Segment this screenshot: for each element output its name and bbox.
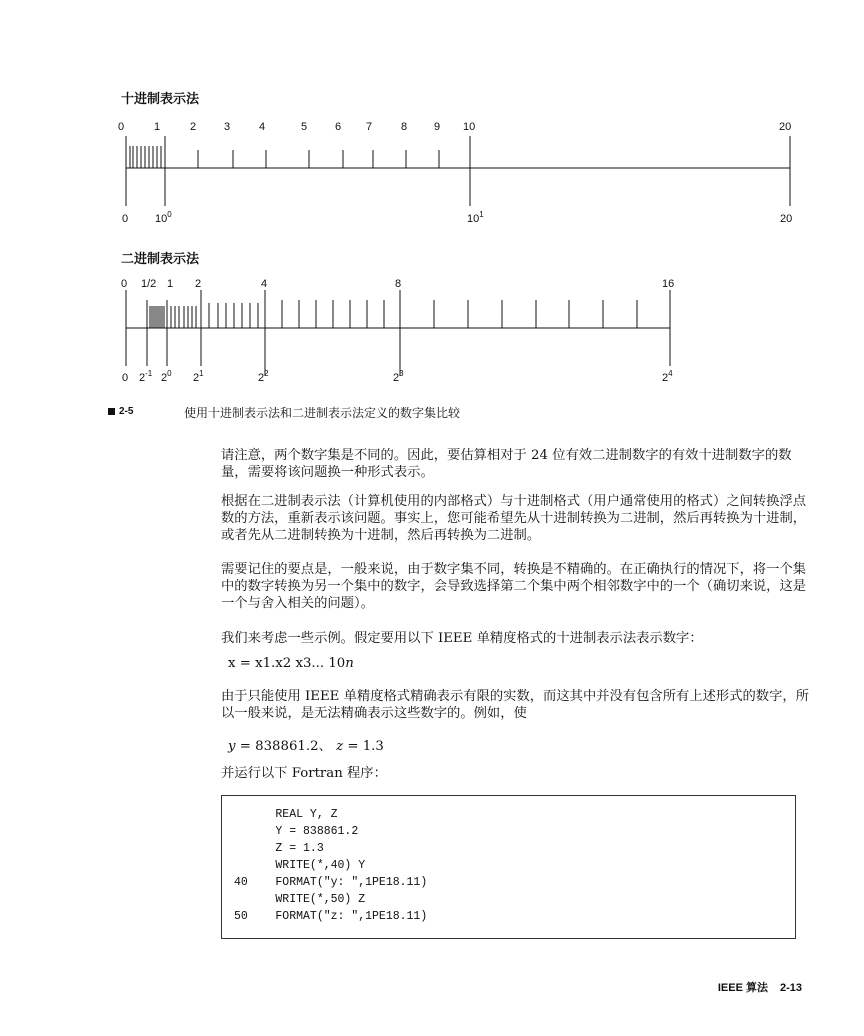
- binary-top-label: 1/2: [141, 278, 157, 290]
- code-line: WRITE(*,50) Z: [234, 893, 366, 906]
- paragraph: 根据在二进制表示法（计算机使用的内部格式）与十进制格式（用户通常使用的格式）之间转换浮点数的方法，重新表示该问题。事实上，您可能希望先从十进制转换为二进制，然后再转换为十进制，或者先从二进制转换为十进制，然后再转换为二进制。: [221, 494, 807, 543]
- decimal-top-label: 2: [190, 121, 197, 133]
- decimal-bottom-label: 0: [122, 213, 129, 225]
- code-listing: [221, 795, 796, 939]
- decimal-top-label: 4: [259, 121, 266, 133]
- decimal-number-line: [118, 121, 792, 225]
- figure-number: 2-5: [108, 406, 133, 417]
- paragraph: 请注意，两个数字集是不同的。因此，要估算相对于 24 位有效二进制数字的有效十进制数字的数量，需要将该问题换一种形式表示。: [221, 448, 792, 480]
- decimal-top-label: 20: [779, 121, 792, 133]
- binary-bottom-label: $2^0$: [161, 369, 172, 384]
- footer-section: IEEE 算法: [717, 982, 768, 994]
- decimal-top-label: 8: [401, 121, 408, 133]
- binary-bottom-label: $2^4$: [662, 369, 673, 384]
- binary-top-label: 1: [167, 278, 174, 290]
- page-number: 2-13: [779, 982, 802, 994]
- paragraph: 需要记住的要点是，一般来说，由于数字集不同，转换是不精确的。在正确执行的情况下，将一个集中的数字转换为另一个集中的数字，会导致选择第二个集中两个相邻数字中的一个（确切来说，这是一个与舍入相关的问题）。: [221, 562, 807, 611]
- figure-marker-icon: [108, 408, 115, 415]
- formula-yz: y = 838861.2、 z = 1.3: [228, 739, 384, 754]
- code-line: Z = 1.3: [234, 842, 324, 855]
- binary-number-line: [121, 278, 674, 384]
- binary-top-label: 16: [662, 278, 675, 290]
- paragraph: 并运行以下 Fortran 程序：: [221, 766, 387, 781]
- decimal-figure-title: 十进制表示法: [121, 92, 200, 107]
- paragraph: 由于只能使用 IEEE 单精度格式精确表示有限的实数，而这其中并没有包含所有上述形式的数字，所以一般来说，是无法精确表示这些数字的。例如，使: [221, 689, 809, 721]
- binary-bottom-label: $2^3$: [393, 369, 404, 384]
- number-line-diagram: [0, 0, 864, 400]
- formula-x: x = x1.x2 x3... 10n: [228, 656, 354, 671]
- code-line: REAL Y, Z: [234, 808, 338, 821]
- binary-top-label: 2: [195, 278, 202, 290]
- page-footer: [706, 979, 802, 995]
- decimal-top-label: 7: [366, 121, 373, 133]
- decimal-top-label: 10: [463, 121, 476, 133]
- decimal-top-label: 0: [118, 121, 125, 133]
- binary-bottom-label: $2^{-1}$: [139, 369, 153, 384]
- binary-bottom-label: 0: [122, 372, 129, 384]
- decimal-bottom-label: $10^1$: [467, 210, 484, 225]
- decimal-top-label: 5: [301, 121, 308, 133]
- code-line: WRITE(*,40) Y: [234, 859, 366, 872]
- decimal-bottom-label: 20: [780, 213, 793, 225]
- binary-top-label: 0: [121, 278, 128, 290]
- code-line: 40 FORMAT("y: ",1PE18.11): [234, 876, 428, 889]
- binary-bottom-label: $2^2$: [258, 369, 269, 384]
- binary-top-label: 4: [261, 278, 268, 290]
- decimal-bottom-label: $10^0$: [155, 210, 172, 225]
- code-line: 50 FORMAT("z: ",1PE18.11): [234, 910, 428, 923]
- decimal-top-label: 3: [224, 121, 231, 133]
- code-line: Y = 838861.2: [234, 825, 359, 838]
- figure-caption: 使用十进制表示法和二进制表示法定义的数字集比较: [184, 406, 461, 420]
- decimal-top-label: 1: [154, 121, 161, 133]
- binary-figure-title: 二进制表示法: [121, 252, 200, 267]
- decimal-top-label: 9: [434, 121, 441, 133]
- decimal-top-label: 6: [335, 121, 342, 133]
- binary-bottom-label: $2^1$: [193, 369, 204, 384]
- binary-top-label: 8: [395, 278, 402, 290]
- paragraph: 我们来考虑一些示例。假定要用以下 IEEE 单精度格式的十进制表示法表示数字：: [221, 631, 703, 646]
